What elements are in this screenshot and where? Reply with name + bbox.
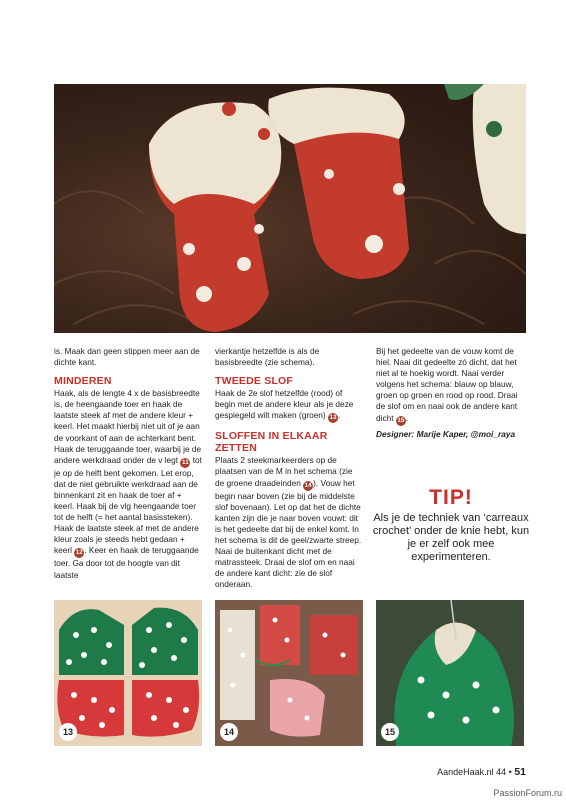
sewing-green-slipper-photo-icon xyxy=(376,600,524,746)
text-column-2 xyxy=(215,346,363,590)
step-badge-15: 15 xyxy=(397,416,405,424)
section-heading-tweede-slof: TWEEDE SLOF xyxy=(215,375,294,388)
step-badge-13: 13 xyxy=(329,414,337,422)
col1-minderen-paragraph xyxy=(54,388,202,580)
green-slipper xyxy=(444,84,526,234)
col1-minderen-b: tot je op de helft bent gekomen. Let erop, dat de niet gebruikte werkdraad aan de binnenkant zit en haak de toer af + keerl. Haak bij de vlg heengaande toer tot de helft (= het aantal basissteken). Haak de laatste steek af met de andere kleur zoals je steeds hebt gedaan + keerl xyxy=(54,454,202,556)
col2-tweede-a: Haak de 2e slof hetzelfde (rood) of begin met de andere kleur als je deze gespiegeld wilt maken (groen) xyxy=(215,388,354,421)
green-red-slipper-pieces-photo-icon xyxy=(54,600,202,746)
photo-13 xyxy=(54,600,202,746)
footer-bullet: • xyxy=(508,767,512,777)
col3-text-b: . xyxy=(405,412,409,423)
col3-text-a: Bij het gedeelte van de vouw komt de hiel. Naai dit gedeelte zó dicht, dat het niet al te hoekig wordt. Naai verder volgens het schema: blauw op blauw, groen op groen en rood op rood. Draai de slof om en naai ook de andere kant dicht xyxy=(376,346,518,423)
col2-tweede-paragraph xyxy=(215,388,363,423)
col1-minderen-c: . Keer en haak de teruggaande toer. Ga door tot de hoogte van dit laatste xyxy=(54,545,199,580)
photo-number-15: 15 xyxy=(381,723,399,741)
text-column-3 xyxy=(376,346,526,440)
col1-minderen-a: Haak, als de lengte 4 x de basisbreedte is, de heengaande toer en haak de laatste steek af met de andere kleur + keerl. Het maakt hierbij niet uit of je aan de voorkant of aan de achterkant bent. Haak de teruggaande toer, waarbij je de andere werkdraad onder de v legt xyxy=(54,388,202,465)
step-badge-12: 12 xyxy=(75,549,83,557)
step-badge-11: 11 xyxy=(182,458,189,466)
col1-intro: is. Maak dan geen stippen meer aan de dichte kant. xyxy=(54,346,200,368)
page-number: 51 xyxy=(514,766,526,778)
section-heading-minderen: MINDEREN xyxy=(54,375,112,388)
crochet-slippers-illustration xyxy=(54,84,526,333)
section-heading-sloffen: SLOFFEN IN ELKAAR ZETTEN xyxy=(215,430,328,455)
photo-number-13: 13 xyxy=(59,723,77,741)
photo-15 xyxy=(376,600,524,746)
col2-sloffen-paragraph xyxy=(215,455,363,590)
tip-title: TIP! xyxy=(429,486,473,509)
col3-paragraph xyxy=(376,346,526,426)
photo-number-14: 14 xyxy=(220,723,238,741)
col2-intro: vierkantje hetzelfde is als de basisbreedte (zie schema). xyxy=(215,346,320,368)
left-slipper xyxy=(149,102,281,332)
footer-site: AandeHaak.nl 44 xyxy=(437,767,507,777)
page-footer xyxy=(420,766,526,778)
designer-credit: Designer: Marije Kaper, @moi_raya xyxy=(376,428,516,439)
col2-tweede-b: . xyxy=(338,410,341,421)
watermark: PassionForum.ru xyxy=(493,788,562,798)
photo-14 xyxy=(215,600,363,746)
col2-sloffen-a: Plaats 2 steekmarkeerders op de plaatsen van de M in het schema (zie de groene draadeinden xyxy=(215,455,353,488)
col2-sloffen-b: ). Vouw het begin naar boven (zie bij de middelste slof bovenaan). Let op dat het de dichte kanten zijn die je naar boven vouwt: dit is het gedeelte dat bij de enkel komt. In het schema is dit de geel/zwarte streep. Naai de buitenkant dicht met de matrassteek. Draai de slof om en naai de andere kant dicht: zie de slof onderaan. xyxy=(215,477,362,590)
step-badge-14: 14 xyxy=(304,481,312,489)
right-slipper xyxy=(268,88,409,279)
text-column-1 xyxy=(54,346,202,581)
tip-text: Als je de techniek van ‘carreaux crochet’ onder de knie hebt, kun je er zelf ook mee experimenteren. xyxy=(372,512,530,563)
hero-photo xyxy=(54,84,526,333)
slipper-assembly-photo-icon xyxy=(215,600,363,746)
